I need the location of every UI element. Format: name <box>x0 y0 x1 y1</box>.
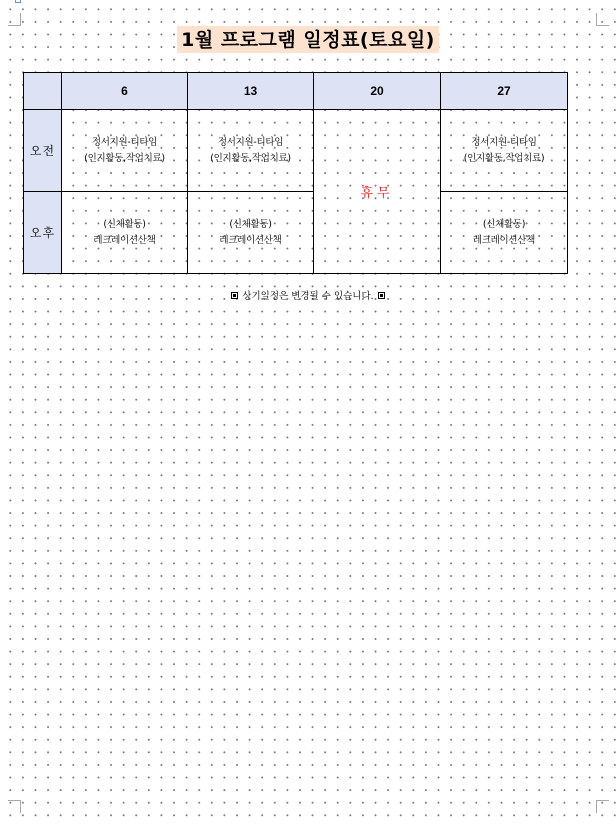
anchor-marker-icon <box>15 0 21 3</box>
row-header-afternoon: 오후 <box>24 192 62 274</box>
cell-line: 정서지원-티타임 <box>471 136 537 148</box>
page-title: 1월 프로그램 일정표(토요일) <box>177 26 439 53</box>
column-header: 13 <box>188 73 314 110</box>
cell-line: (신체활동) <box>482 218 526 230</box>
cell-line: 레크레이션산책 <box>219 234 282 246</box>
header-row <box>24 73 568 110</box>
cell-line: (신체활동) <box>229 218 272 230</box>
cell-line: (인지활동,작업치료) <box>84 152 165 164</box>
schedule-cell <box>62 110 188 192</box>
cell-line: (인지활동,작업치료) <box>210 152 291 164</box>
footnote-text: 상기일정은 변경될 수 있습니다. <box>242 291 374 302</box>
schedule-cell <box>441 110 568 192</box>
square-bullet-icon <box>231 292 238 299</box>
page-corner-mark-top-right <box>596 13 609 26</box>
cell-line: (인지활동,작업치료) <box>463 152 545 164</box>
holiday-cell <box>314 110 441 274</box>
schedule-table <box>23 72 568 274</box>
square-bullet-icon <box>378 292 385 299</box>
schedule-cell <box>188 192 314 274</box>
cell-line: 정서지원-티타임 <box>91 136 158 148</box>
table-row-afternoon <box>24 192 568 274</box>
row-header-morning: 오전 <box>24 110 62 192</box>
table-row-morning <box>24 110 568 192</box>
cell-line: 레크레이션산책 <box>472 234 536 246</box>
column-header: 6 <box>62 73 188 110</box>
footnote <box>0 290 616 304</box>
column-header: 20 <box>314 73 441 110</box>
title-wrap <box>0 26 616 53</box>
schedule-cell <box>441 192 568 274</box>
corner-header-cell <box>24 73 62 110</box>
page-corner-mark-bottom-right <box>596 800 609 813</box>
page-corner-mark-bottom-left <box>8 800 21 813</box>
schedule-cell <box>188 110 314 192</box>
cell-line: 레크레이션산책 <box>93 234 156 246</box>
column-header: 27 <box>441 73 568 110</box>
holiday-label: 휴무 <box>360 186 394 201</box>
cell-line: 정서지원-티타임 <box>217 136 284 148</box>
schedule-cell <box>62 192 188 274</box>
page-corner-mark-top-left <box>8 13 21 26</box>
cell-line: (신체활동) <box>103 218 146 230</box>
